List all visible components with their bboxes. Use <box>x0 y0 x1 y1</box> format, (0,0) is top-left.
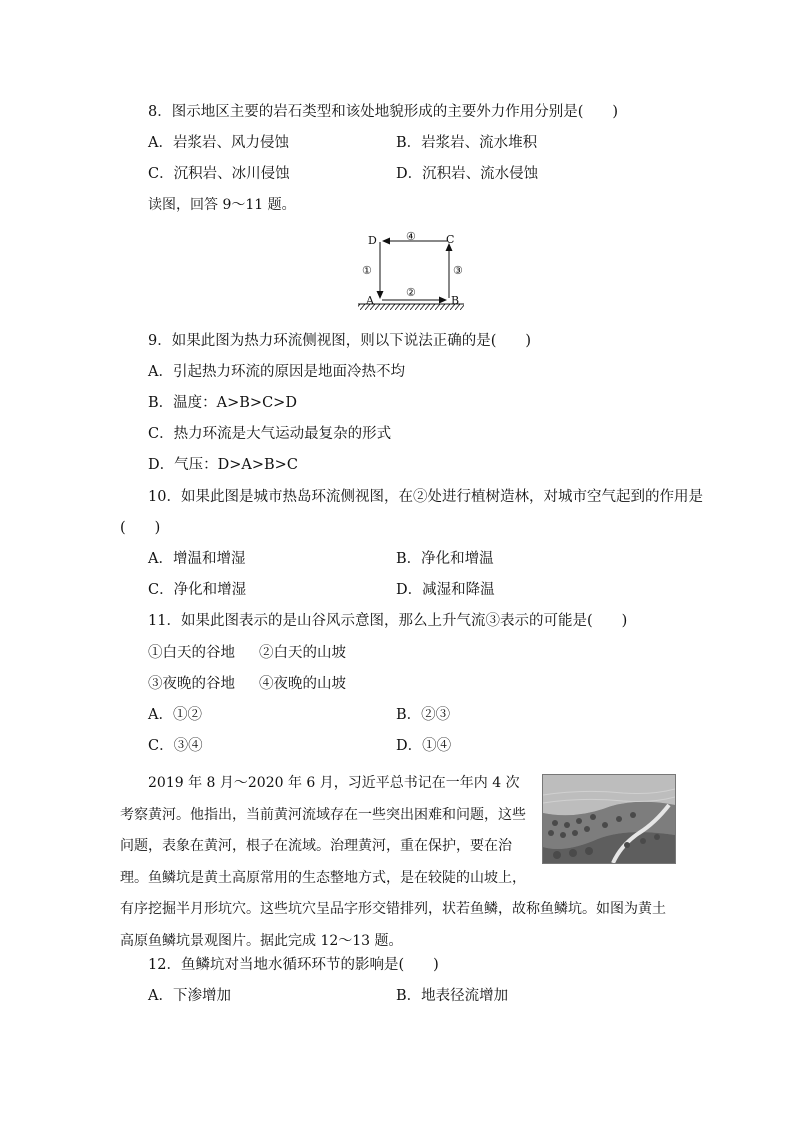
corner-d: D <box>368 234 377 247</box>
q8-option-c: C．沉积岩、冰川侵蚀 <box>148 166 290 182</box>
q11-option-c: C．③④ <box>148 738 203 754</box>
q10-option-d: D．减湿和降温 <box>396 582 495 598</box>
circulation-diagram <box>350 226 470 316</box>
q11-choice-2: ②白天的山坡 <box>259 645 346 661</box>
q12-option-b: B．地表径流增加 <box>396 988 509 1004</box>
label-1: ① <box>362 264 372 277</box>
label-2: ② <box>406 286 416 299</box>
q10-option-a: A．增温和增湿 <box>148 551 246 567</box>
question-8-stem: 8．图示地区主要的岩石类型和该处地貌形成的主要外力作用分别是( ) <box>148 104 619 120</box>
q9-option-c: C．热力环流是大气运动最复杂的形式 <box>148 426 392 442</box>
q8-option-b: B．岩浆岩、流水堆积 <box>396 135 538 151</box>
q11-option-d: D．①④ <box>396 738 452 754</box>
question-12-stem: 12．鱼鳞坑对当地水循环环节的影响是( ) <box>148 957 439 973</box>
question-10-stem-line1: 10．如果此图是城市热岛环流侧视图，在②处进行植树造林，对城市空气起到的作用是 <box>148 489 703 505</box>
q8-option-d: D．沉积岩、流水侵蚀 <box>396 166 539 182</box>
intro-9-11: 读图，回答 9～11 题。 <box>148 197 296 213</box>
q10-option-c: C．净化和增湿 <box>148 582 247 598</box>
fish-scale-pit-photo <box>542 774 676 864</box>
question-10-stem-line2: ( ) <box>120 520 161 536</box>
question-9-stem: 9．如果此图为热力环流侧视图，则以下说法正确的是( ) <box>148 333 532 349</box>
corner-b: B <box>451 294 460 307</box>
q11-choice-1: ①白天的谷地 <box>148 645 235 661</box>
q9-option-d: D．气压：D>A>B>C <box>148 457 298 473</box>
q11-option-b: B．②③ <box>396 707 451 723</box>
q11-choice-3: ③夜晚的谷地 <box>148 676 235 692</box>
q12-option-a: A．下渗增加 <box>148 988 231 1004</box>
q8-option-a: A．岩浆岩、风力侵蚀 <box>148 135 289 151</box>
q10-option-b: B．净化和增温 <box>396 551 494 567</box>
corner-a: A <box>366 294 374 307</box>
label-3: ③ <box>453 264 463 277</box>
q11-option-a: A．①② <box>148 707 202 723</box>
question-11-stem: 11．如果此图表示的是山谷风示意图，那么上升气流③表示的可能是( ) <box>148 613 628 629</box>
corner-c: C <box>446 233 455 246</box>
q11-choice-4: ④夜晚的山坡 <box>259 676 346 692</box>
q9-option-b: B．温度：A>B>C>D <box>148 395 297 411</box>
q9-option-a: A．引起热力环流的原因是地面冷热不均 <box>148 364 405 380</box>
label-4: ④ <box>406 230 416 243</box>
passage-text: 2019 年 8 月～2020 年 6 月，习近平总书记在一年内 4 次考察黄河。他指出，当前黄河流域存在一些突出困难和问题，这些问题，表象在黄河，根子在流域。治理黄河，重在保护，要在治理。鱼鳞坑是黄土高原常用的生态整地方式，是在较陡的山坡上，有序挖掘半月形坑穴。这些坑穴呈品字形交错排列，状若鱼鳞，故称鱼鳞坑。如图为黄土高原鱼鳞坑景观图片。据此完成 12～13 题。 <box>120 775 666 949</box>
reading-passage <box>120 768 676 957</box>
